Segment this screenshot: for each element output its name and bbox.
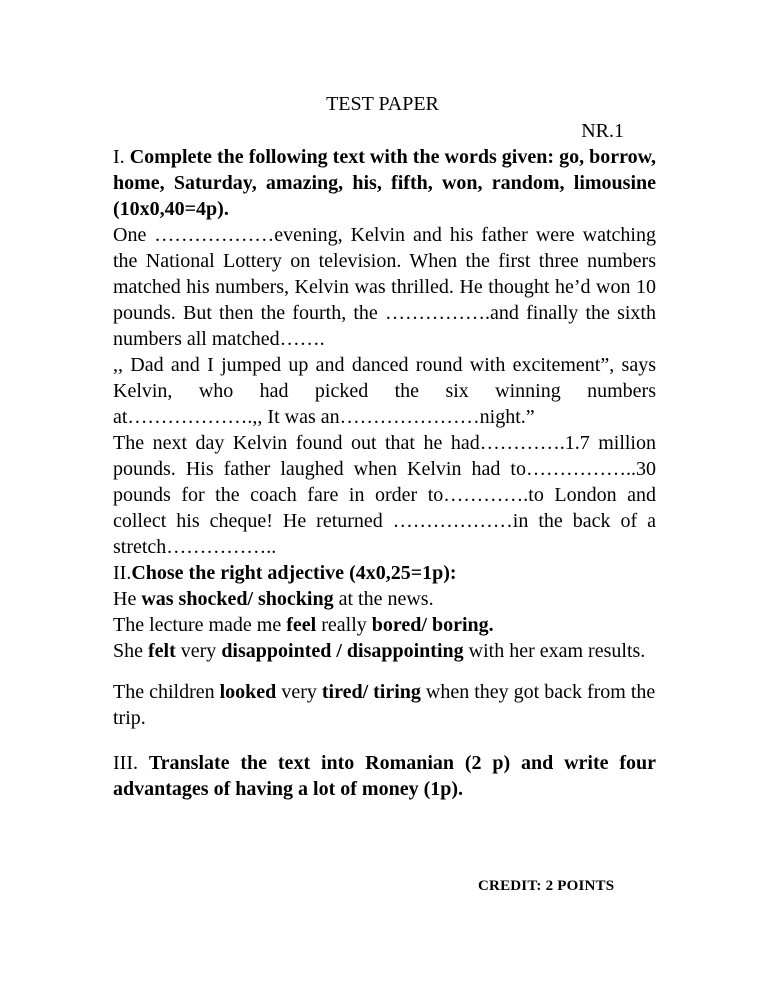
- sentence-3-choice: disappointed / disappointing: [221, 640, 464, 662]
- section-1-paragraph-1: One ………………evening, Kelvin and his father were watching the National Lottery on television. When the first three numbers matched his numbers, Kelvin was thrilled. He thought he’d won 10 pounds. But then the fourth, the …………….and finally the sixth numbers all matched…….: [113, 224, 656, 350]
- section-2-instruction-text: Chose the right adjective (4x0,25=1p):: [131, 562, 457, 584]
- sentence-2-part-c: really: [316, 614, 372, 636]
- sentence-3-verb: felt: [148, 640, 176, 662]
- sentence-3: [113, 638, 656, 664]
- sentence-2-verb: feel: [286, 614, 317, 636]
- section-1-numeral: I.: [113, 146, 125, 168]
- page-title: TEST PAPER: [326, 93, 439, 115]
- sentence-1: [113, 586, 656, 612]
- section-1-instruction-text: Complete the following text with the words given: go, borrow, home, Saturday, amazing, his, fifth, won, random, limousine (10x0,40=4p).: [113, 146, 656, 220]
- section-3-instruction-text: Translate the text into Romanian (2 p) and write four advantages of having a lot of money (1p).: [113, 752, 656, 800]
- credit-points: CREDIT: 2 POINTS: [478, 878, 615, 894]
- sentence-2: [113, 612, 656, 638]
- section-1-instruction: [113, 144, 656, 222]
- sentence-4-part-c: very: [276, 681, 322, 703]
- sentence-4-part-a: The children: [113, 681, 220, 703]
- sentence-4: [113, 679, 656, 731]
- section-1-paragraph-2: ,, Dad and I jumped up and danced round with excitement”, says Kelvin, who had picked the six winning numbers at……………….,, It was an…………………night.”: [113, 354, 656, 428]
- sentence-3-part-e: with her exam results.: [463, 640, 646, 662]
- sentence-4-choice: tired/ tiring: [321, 681, 421, 703]
- sentence-4-verb: looked: [219, 681, 277, 703]
- sentence-3-part-a: She: [113, 640, 148, 662]
- sentence-4-part-e: when they got back from the trip.: [113, 681, 656, 729]
- sentence-1-part-c: at the news.: [333, 588, 434, 610]
- sentence-2-choice: bored/ boring.: [371, 614, 494, 636]
- section-3-numeral: III.: [113, 752, 149, 774]
- section-2-numeral: II.: [113, 562, 132, 584]
- section-1-paragraph-3: The next day Kelvin found out that he had………….1.7 million pounds. His father laughed when Kelvin had to……………..30 pounds for the coach fare in order to………….to London and collect his cheque! He returned ………………in the back of a stretch……………..: [113, 432, 656, 558]
- section-3-instruction: [113, 750, 656, 802]
- sentence-1-part-a: He: [113, 588, 142, 610]
- test-paper: [113, 90, 656, 802]
- sentence-1-choice: was shocked/ shocking: [141, 588, 334, 610]
- sentence-3-part-c: very: [175, 640, 222, 662]
- section-2-instruction: [113, 560, 656, 586]
- sentence-2-part-a: The lecture made me: [113, 614, 287, 636]
- paper-number: NR.1: [581, 120, 624, 142]
